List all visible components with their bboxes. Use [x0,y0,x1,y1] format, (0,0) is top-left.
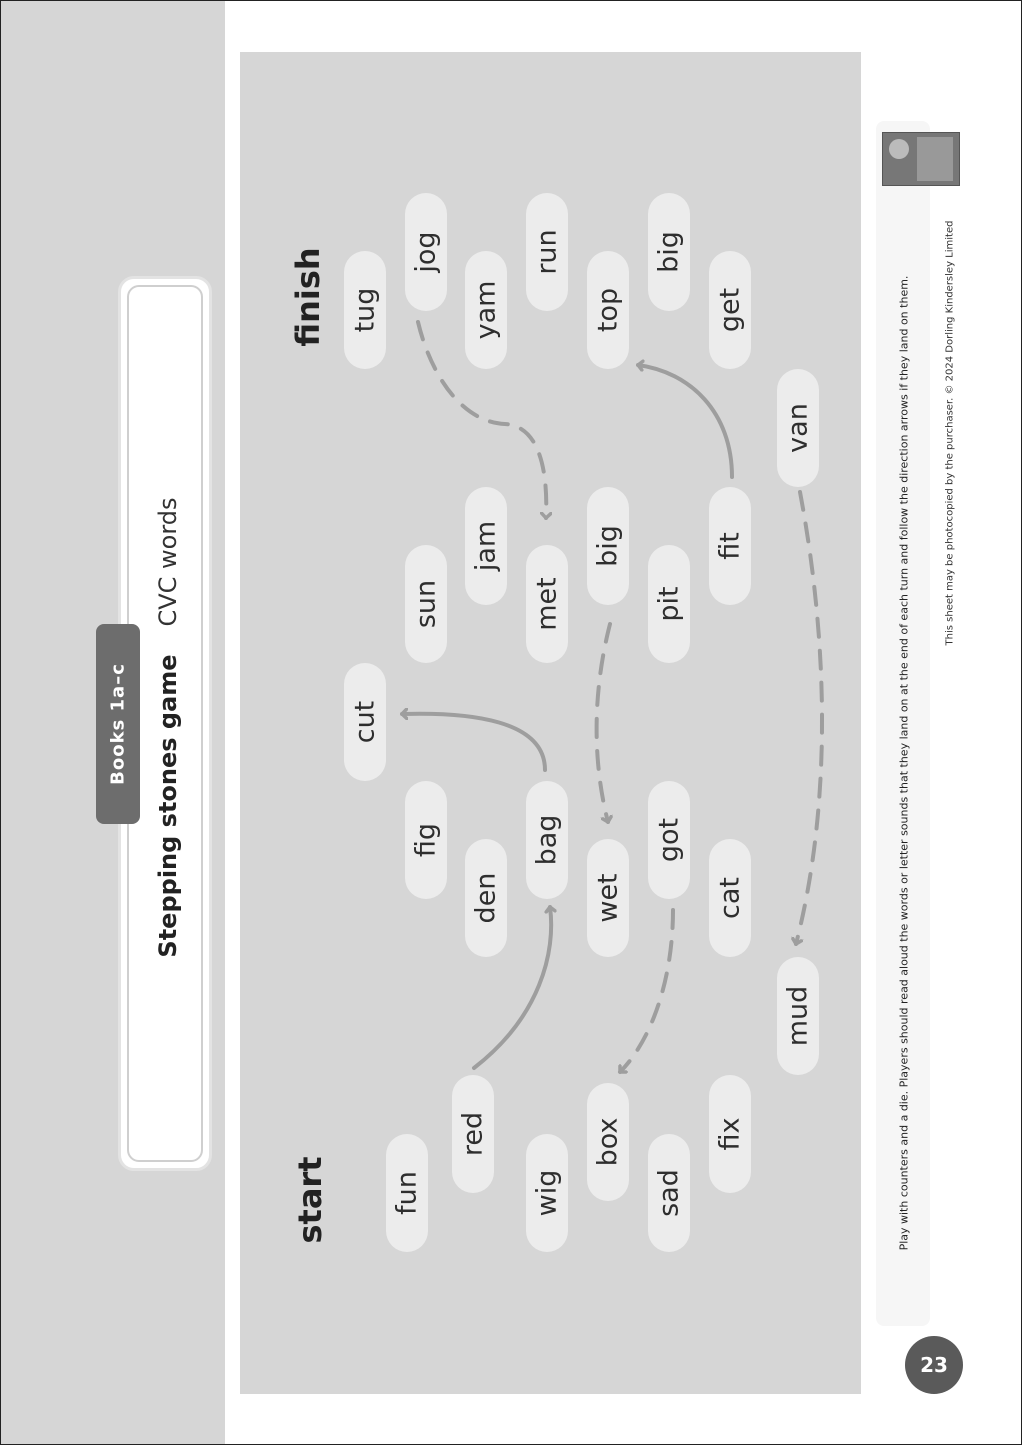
stone-met [526,545,568,663]
stone-word: get [714,287,746,333]
stone-big-middle [587,487,629,605]
stone-get [709,251,751,369]
arrow-fit-to-top [638,365,732,477]
stone-run [526,193,568,311]
start-label: start [291,1156,329,1244]
stone-word: fix [714,1117,746,1151]
stone-fun [386,1134,428,1252]
stone-word: fig [410,822,442,858]
stone-word: tug [349,287,381,333]
stone-den [465,839,507,957]
stone-word: met [531,577,563,631]
stone-word: van [782,403,814,453]
stone-wet [587,839,629,957]
stone-van [777,369,819,487]
stone-word: wet [592,873,624,923]
stone-word: box [592,1117,624,1167]
book-tab [96,624,140,824]
page-number: 23 [920,1353,948,1377]
stone-word: jog [410,231,442,273]
stone-word: big [653,231,685,273]
stone-word: den [470,872,502,924]
stone-wig [526,1134,568,1252]
stone-word: pit [653,586,685,622]
page-title: Stepping stones game [154,654,182,958]
game-board [240,52,861,1394]
stone-jam [465,487,507,605]
stone-got [648,781,690,899]
book-cover-thumbnail [882,132,960,186]
stone-cut [344,663,386,781]
stone-word: wig [531,1169,563,1217]
stone-word: fun [391,1171,423,1215]
stone-fix [709,1075,751,1193]
stone-cat [709,839,751,957]
stone-tug [344,251,386,369]
stone-word: big [592,525,624,567]
stone-pit [648,545,690,663]
arrow-bag-to-cut [402,714,545,770]
book-label: Books 1a–c [107,663,129,785]
stone-word: sun [410,579,442,629]
stone-sad [648,1134,690,1252]
finish-label: finish [289,247,327,347]
thumbnail-cover-art [917,137,953,181]
stone-fig [405,781,447,899]
stone-word: cut [349,700,381,744]
instructions-text: Play with counters and a die. Players should read aloud the words or letter sounds that they land on at the end of each turn and follow the direction arrows if they land on them. [897,275,911,1251]
stone-big-top [648,193,690,311]
stone-word: got [653,817,685,863]
stone-word: sad [653,1169,685,1217]
stone-mud [777,957,819,1075]
stone-word: top [592,287,624,333]
arrow-van-to-mud [796,492,822,944]
stone-word: bag [531,814,563,866]
stone-word: mud [782,985,814,1047]
stone-word: cat [714,877,746,919]
stone-sun [405,545,447,663]
copyright-text: This sheet may be photocopied by the purchaser. © 2024 Dorling Kindersley Limited [944,220,956,646]
stone-yam [465,251,507,369]
stone-word: jam [470,520,502,572]
stone-bag [526,781,568,899]
thumbnail-logo-shape [889,139,909,159]
stone-word: yam [470,280,502,340]
stone-word: red [457,1111,489,1157]
stone-red [452,1075,494,1193]
stone-jog [405,193,447,311]
arrow-big-to-wet [597,624,610,822]
page-number-badge [905,1336,963,1394]
stone-box [587,1083,629,1201]
stone-fit [709,487,751,605]
stone-top [587,251,629,369]
page-subtitle: CVC words [154,497,182,627]
stone-word: fit [714,532,746,560]
stone-word: run [531,229,563,275]
